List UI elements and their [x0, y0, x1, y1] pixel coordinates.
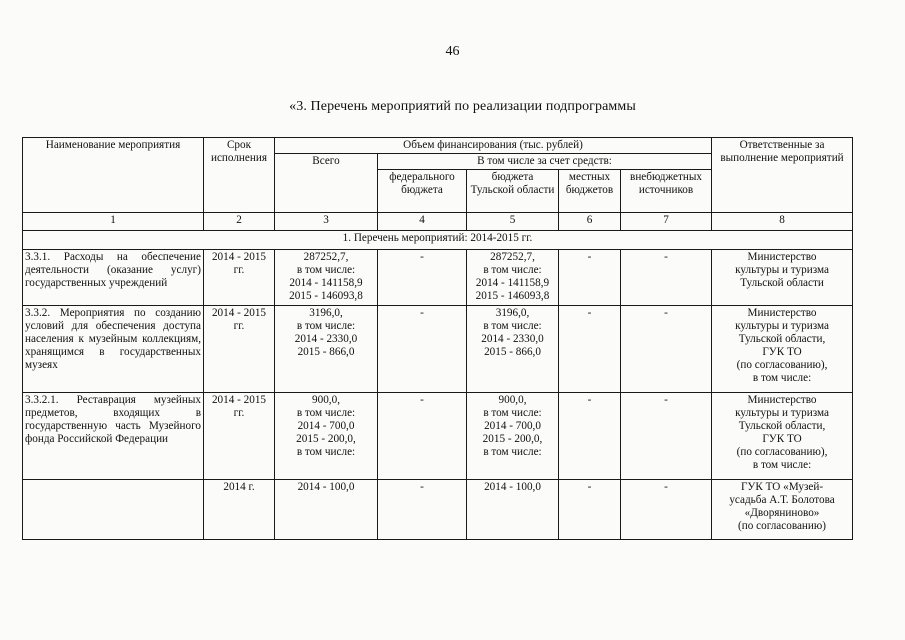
page-number: 46	[445, 44, 460, 59]
responsible-line: культуры и туризма	[735, 264, 829, 277]
activity-name	[23, 479, 204, 539]
table-row	[23, 250, 853, 305]
responsible-line: (по согласованию),	[736, 358, 828, 371]
regional-cell	[467, 305, 559, 392]
regional-line: 3196,0,	[495, 306, 530, 319]
responsible-cell	[712, 250, 853, 305]
regional-line: в том числе:	[483, 406, 542, 419]
total-line: в том числе:	[296, 445, 356, 458]
responsible-line: усадьба А.Т. Болотова	[729, 493, 835, 506]
responsible-line: (по согласованию),	[736, 445, 828, 458]
regional-line: 287252,7,	[490, 251, 535, 264]
activities-table	[22, 137, 853, 540]
regional-line: в том числе:	[483, 264, 542, 277]
regional-line: 2014 - 700,0	[484, 419, 541, 432]
regional-line: 2015 - 866,0	[484, 345, 541, 358]
responsible-cell	[712, 479, 853, 539]
activity-name: 3.3.2. Мероприятия по созданию условий для обеспечения доступа населения к музейным коллекциям, хранящимся в государственных музеях	[23, 305, 204, 392]
total-cell	[275, 392, 378, 479]
column-number: 2	[204, 213, 275, 231]
extra-cell: -	[621, 392, 712, 479]
total-line: 287252,7,	[303, 251, 349, 264]
regional-line: 2015 - 200,0,	[482, 432, 543, 445]
header-local: местных бюджетов	[559, 170, 621, 213]
responsible-line: (по согласованию)	[738, 519, 826, 532]
responsible-line: культуры и туризма	[735, 406, 829, 419]
responsible-line: Тульской области,	[738, 332, 826, 345]
activity-term: 2014 - 2015 гг.	[204, 250, 275, 305]
federal-cell: -	[378, 479, 467, 539]
table-row	[23, 392, 853, 479]
local-cell: -	[559, 250, 621, 305]
total-line: 2015 - 200,0,	[296, 432, 356, 445]
header-responsible: Ответственные за выполнение мероприятий	[712, 138, 853, 213]
responsible-cell	[712, 392, 853, 479]
regional-line: 900,0,	[498, 393, 527, 406]
regional-line: 2014 - 100,0	[484, 480, 541, 493]
header-name: Наименование мероприятия	[23, 138, 204, 213]
activity-term: 2014 - 2015 гг.	[204, 392, 275, 479]
extra-cell: -	[621, 305, 712, 392]
header-funding: Объем финансирования (тыс. рублей)	[275, 138, 712, 154]
column-number: 4	[378, 213, 467, 231]
document-title: «3. Перечень мероприятий по реализации подпрограммы	[289, 99, 636, 114]
local-cell: -	[559, 392, 621, 479]
table-row	[23, 479, 853, 539]
total-cell	[275, 305, 378, 392]
column-number: 5	[467, 213, 559, 231]
header-extra: внебюджетных источников	[621, 170, 712, 213]
regional-line: 2014 - 2330,0	[481, 332, 544, 345]
responsible-line: ГУК ТО	[762, 432, 802, 445]
total-cell	[275, 479, 378, 539]
total-line: 900,0,	[312, 393, 340, 406]
total-line: 2014 - 141158,9	[289, 277, 363, 290]
responsible-line: ГУК ТО «Музей-	[740, 480, 824, 493]
federal-cell: -	[378, 392, 467, 479]
responsible-line: ГУК ТО	[762, 345, 802, 358]
total-line: 2014 - 2330,0	[294, 332, 358, 345]
local-cell: -	[559, 305, 621, 392]
regional-line: в том числе:	[483, 319, 542, 332]
column-number: 6	[559, 213, 621, 231]
activity-name: 3.3.2.1. Реставрация музейных предметов, входящих в государственную часть Музейного фонда Российской Федерации	[23, 392, 204, 479]
column-number: 1	[23, 213, 204, 231]
total-line: 2015 - 146093,8	[289, 290, 363, 303]
responsible-line: Тульской области	[740, 277, 824, 290]
section-title: 1. Перечень мероприятий: 2014-2015 гг.	[23, 231, 853, 250]
responsible-line: в том числе:	[752, 372, 812, 385]
extra-cell: -	[621, 250, 712, 305]
responsible-line: Министерство	[747, 251, 817, 264]
total-line: в том числе:	[296, 319, 356, 332]
column-number: 8	[712, 213, 853, 231]
regional-cell	[467, 392, 559, 479]
total-cell	[275, 250, 378, 305]
regional-line: 2015 - 146093,8	[475, 290, 550, 303]
activity-term: 2014 г.	[204, 479, 275, 539]
responsible-line: Министерство	[747, 393, 817, 406]
table-row	[23, 305, 853, 392]
header-total: Всего	[275, 154, 378, 213]
total-line: 2014 - 100,0	[297, 480, 355, 493]
responsible-cell	[712, 305, 853, 392]
responsible-line: в том числе:	[752, 459, 812, 472]
activity-name: 3.3.1. Расходы на обеспечение деятельности (оказание услуг) государственных учреждений	[23, 250, 204, 305]
total-line: 2015 - 866,0	[297, 345, 355, 358]
total-line: в том числе:	[296, 406, 356, 419]
total-line: в том числе:	[296, 264, 356, 277]
regional-cell	[467, 479, 559, 539]
regional-cell	[467, 250, 559, 305]
column-number: 3	[275, 213, 378, 231]
federal-cell: -	[378, 305, 467, 392]
header-including: В том числе за счет средств:	[378, 154, 712, 170]
local-cell: -	[559, 479, 621, 539]
federal-cell: -	[378, 250, 467, 305]
total-line: 3196,0,	[309, 306, 343, 319]
header-regional: бюджета Тульской области	[467, 170, 559, 213]
column-numbers-row	[23, 213, 853, 231]
responsible-line: Министерство	[747, 306, 817, 319]
header-federal: федерального бюджета	[378, 170, 467, 213]
regional-line: в том числе:	[483, 445, 542, 458]
total-line: 2014 - 700,0	[297, 419, 355, 432]
responsible-line: культуры и туризма	[735, 319, 829, 332]
activity-term: 2014 - 2015 гг.	[204, 305, 275, 392]
regional-line: 2014 - 141158,9	[475, 277, 550, 290]
responsible-line: Тульской области,	[738, 419, 826, 432]
section-row	[23, 231, 853, 250]
responsible-line: «Дворяниново»	[744, 506, 820, 519]
extra-cell: -	[621, 479, 712, 539]
header-term: Срок исполнения	[204, 138, 275, 213]
column-number: 7	[621, 213, 712, 231]
